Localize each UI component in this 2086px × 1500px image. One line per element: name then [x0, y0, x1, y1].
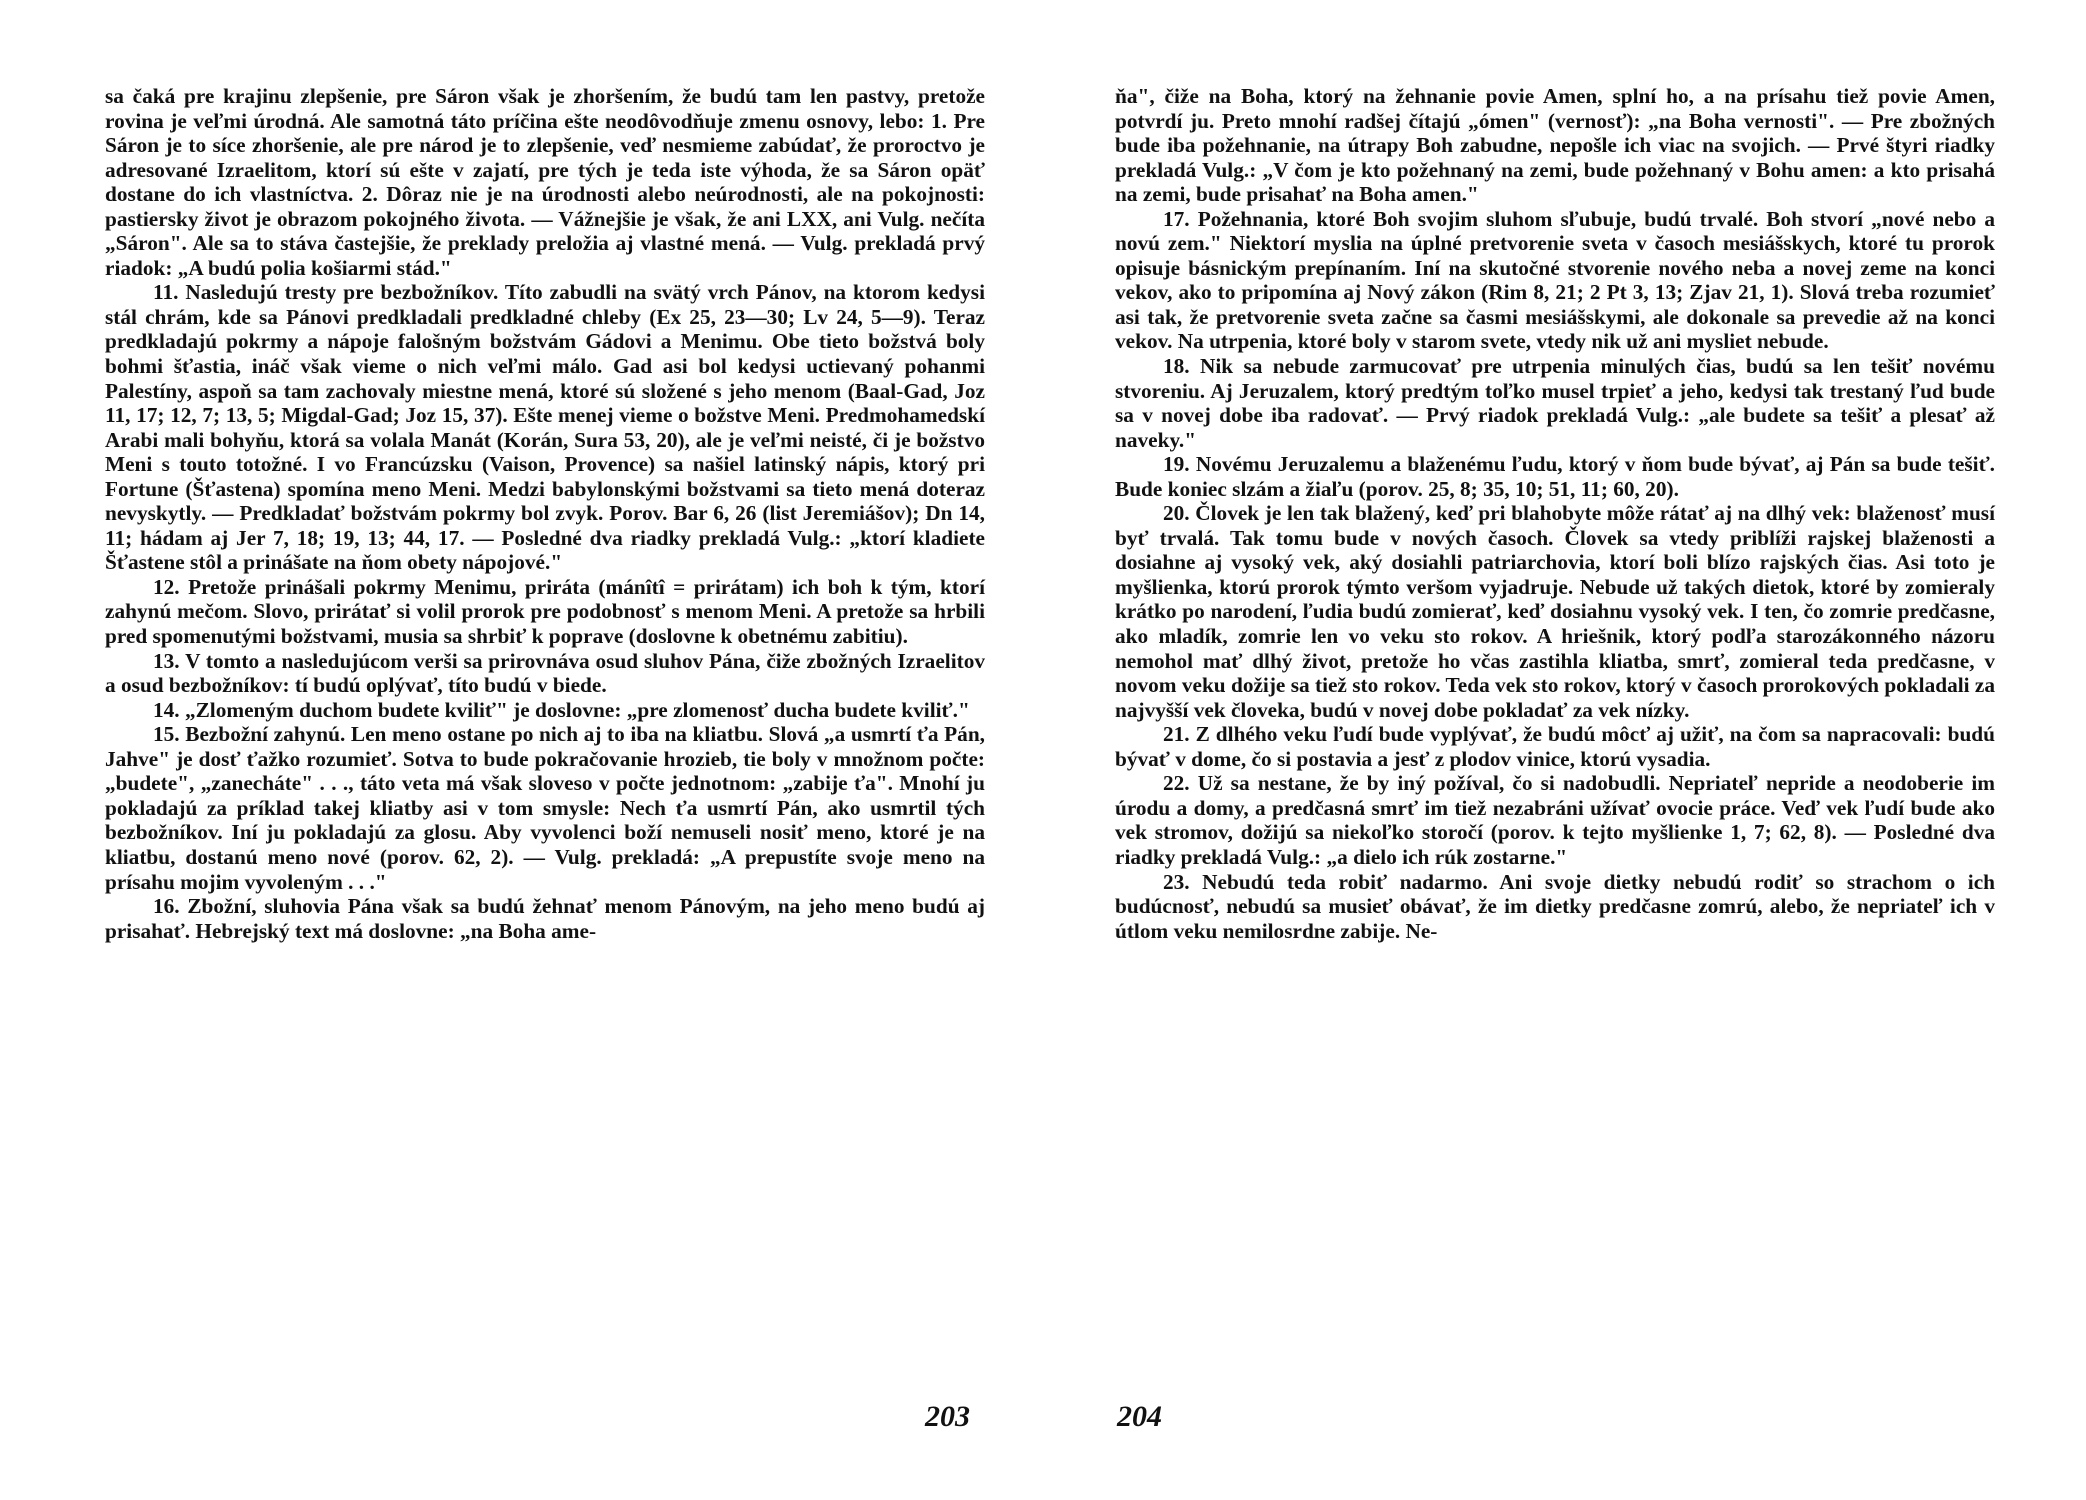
paragraph: 21. Z dlhého veku ľudí bude vyplývať, že budú môcť aj užiť, na čom sa napracovali: budú bývať v dome, čo si postavia a jesť z plodov vinice, ktorú vysadia.	[1115, 722, 1995, 771]
paragraph: 19. Novému Jeruzalemu a blaženému ľudu, ktorý v ňom bude bývať, aj Pán sa bude tešiť. Bude koniec slzám a žiaľu (porov. 25, 8; 35, 10; 51, 11; 60, 20).	[1115, 452, 1995, 501]
paragraph: 17. Požehnania, ktoré Boh svojim sluhom sľubuje, budú trvalé. Boh stvorí „nové nebo a novú zem." Niektorí myslia na úplné pretvorenie sveta v časoch mesiášskych, ktoré tu prorok opisuje básnickým prepínaním. Iní na skutočné stvorenie nového neba a novej zeme na konci vekov, ako to pripomína aj Nový zákon (Rim 8, 21; 2 Pt 3, 13; Zjav 21, 1). Slová treba rozumieť asi tak, že pretvorenie sveta začne sa časmi mesiášskymi, ale dokonale sa prevedie až na konci vekov. Na utrpenia, ktoré boly v starom svete, vtedy nik už ani mysliet nebude.	[1115, 206, 1995, 354]
left-page-text	[105, 84, 985, 943]
paragraph: sa čaká pre krajinu zlepšenie, pre Sáron však je zhoršením, že budú tam len pastvy, pretože rovina je veľmi úrodná. Ale samotná táto príčina ešte neodôvodňuje zmenu osnovy, lebo: 1. Pre Sáron je to síce zhoršenie, ale pre národ je to zlepšenie, veď nesmieme zabúdať, že proroctvo je adresované Izraelitom, ktorí sú ešte v zajatí, pre tých je teda iste výhoda, že sa Sáron opäť dostane do ich vlastníctva. 2. Dôraz nie je na úrodnosti alebo neúrodnosti, ale na pokojnosti: pastiersky život je obrazom pokojného života. — Vážnejšie je však, že ani LXX, ani Vulg. nečíta „Sáron". Ale sa to stáva častejšie, že preklady preložia aj vlastné mená. — Vulg. prekladá prvý riadok: „A budú polia košiarmi stád."	[105, 84, 985, 280]
paragraph: ňa", čiže na Boha, ktorý na žehnanie povie Amen, splní ho, a na prísahu tiež povie Amen, potvrdí ju. Preto mnohí radšej čítajú „ómen" (vernosť): „na Boha vernosti". — Pre zbožných bude iba požehnanie, na útrapy Boh zabudne, nepošle ich viac na svojich. — Prvé štyri riadky prekladá Vulg.: „V čom je kto požehnaný na zemi, bude požehnaný v Bohu amen: a kto prisahá na zemi, bude prisahať na Boha amen."	[1115, 84, 1995, 207]
paragraph: 13. V tomto a nasledujúcom verši sa prirovnáva osud sluhov Pána, čiže zbožných Izraelitov a osud bezbožníkov: tí budú oplývať, títo budú v biede.	[105, 648, 985, 698]
paragraph: 20. Človek je len tak blažený, keď pri blahobyte môže rátať aj na dlhý vek: blaženosť musí byť trvalá. Tak tomu bude v nových časoch. Človek sa vtedy priblíži rajskej blaženosti a dosiahne aj vysoký vek, aký dosiahli patriarchovia, ktorí boli blízo rajských čias. Asi toto je myšlienka, ktorú prorok týmto veršom vyjadruje. Nebude už takých dietok, ktoré by zomieraly krátko po narodení, ľudia budú zomierať, keď dosiahnu vysoký vek. I ten, čo zomrie predčasne, ako mladík, zomrie len vo veku sto rokov. A hriešnik, ktorý podľa starozákonného názoru nemohol mať dlhý život, pretože ho včas zastihla kliatba, smrť, zomieral teda predčasne, v novom veku dožije sa tiež sto rokov. Teda vek sto rokov, ktorý v časoch prorokových pokladali za najvyšší vek človeka, budú v novej dobe pokladať za vek nízky.	[1115, 501, 1995, 722]
page-number-left: 203	[925, 1400, 970, 1433]
page-number-right: 204	[1117, 1400, 1162, 1433]
paragraph: 12. Pretože prinášali pokrmy Menimu, priráta (mánîtî = prirátam) ich boh k tým, ktorí zahynú mečom. Slovo, prirátať si volil prorok pre podobnosť s menom Meni. A pretože sa hrbili pred spomenutými božstvami, musia sa shrbiť k poprave (doslovne k obetnému zabitiu).	[105, 574, 985, 649]
right-page-text	[1115, 84, 1995, 943]
paragraph: 15. Bezbožní zahynú. Len meno ostane po nich aj to iba na kliatbu. Slová „a usmrtí ťa Pán, Jahve" je dosť ťažko rozumieť. Sotva to bude pokračovanie hrozieb, tie boly v množnom počte: „budete", „zanecháte" . . ., táto veta má však sloveso v počte jednotnom: „zabije ťa". Mnohí ju pokladajú za príklad takej kliatby asi v tom smysle: Nech ťa usmrtí Pán, ako usmrtil tých bezbožníkov. Iní ju pokladajú za glosu. Aby vyvolenci boží nemuseli nosiť meno, ktoré je na kliatbu, dostanú meno nové (porov. 62, 2). — Vulg. prekladá: „A prepustíte svoje meno na prísahu mojim vyvoleným . . ."	[105, 722, 985, 894]
paragraph: 23. Nebudú teda robiť nadarmo. Ani svoje dietky nebudú rodiť so strachom o ich budúcnosť, nebudú sa musieť obávať, že im dietky predčasne zomrú, alebo, že nepriateľ ich v útlom veku nemilosrdne zabije. Ne-	[1115, 869, 1995, 943]
paragraph: 18. Nik sa nebude zarmucovať pre utrpenia minulých čias, budú sa len tešiť novému stvoreniu. Aj Jeruzalem, ktorý predtým toľko musel trpieť a jeho, kedysi tak trestaný ľud bude sa v novej dobe iba radovať. — Prvý riadok prekladá Vulg.: „ale budete sa tešiť a plesať až naveky."	[1115, 354, 1995, 452]
paragraph: 14. „Zlomeným duchom budete kviliť" je doslovne: „pre zlomenosť ducha budete kviliť."	[153, 697, 970, 722]
paragraph: 11. Nasledujú tresty pre bezbožníkov. Títo zabudli na svätý vrch Pánov, na ktorom kedysi stál chrám, kde sa Pánovi predkladali predkladné chleby (Ex 25, 23—30; Lv 24, 5—9). Teraz predkladajú pokrmy a nápoje falošným božstvám Gádovi a Menimu. Obe tieto božstvá boly bohmi šťastia, ináč však vieme o nich veľmi málo. Gad asi bol kedysi uctievaný pohanmi Palestíny, aspoň sa tam zachovaly miestne mená, ktoré sú složené s jeho menom (Baal-Gad, Joz 11, 17; 12, 7; 13, 5; Migdal-Gad; Joz 15, 37). Ešte menej vieme o božstve Meni. Predmohamedskí Arabi mali bohyňu, ktorá sa volala Manát (Korán, Sura 53, 20), ale je veľmi neisté, či je božstvo Meni s touto totožné. I vo Francúzsku (Vaison, Provence) sa našiel latinský nápis, ktorý pri Fortune (Šťastena) spomína meno Meni. Medzi babylonskými božstvami sa tieto mená doteraz nevyskytly. — Predkladať božstvám pokrmy bol zvyk. Porov. Bar 6, 26 (list Jeremiášov); Dn 14, 11; hádam aj Jer 7, 18; 19, 13; 44, 17. — Posledné dva riadky prekladá Vulg.: „ktorí kladiete Šťastene stôl a prinášate na ňom obety nápojové."	[105, 280, 985, 575]
paragraph: 16. Zbožní, sluhovia Pána však sa budú žehnať menom Pánovým, na jeho meno budú aj prisahať. Hebrejský text má doslovne: „na Boha ame-	[105, 894, 985, 943]
paragraph: 22. Už sa nestane, že by iný požíval, čo si nadobudli. Nepriateľ nepride a neodoberie im úrodu a domy, a predčasná smrť im tiež nezabráni užívať ovocie práce. Veď vek ľudí bude ako vek stromov, dožijú sa niekoľko storočí (porov. k tejto myšlienke 1, 7; 62, 8). — Posledné dva riadky prekladá Vulg.: „a dielo ich rúk zostarne."	[1115, 771, 1995, 869]
